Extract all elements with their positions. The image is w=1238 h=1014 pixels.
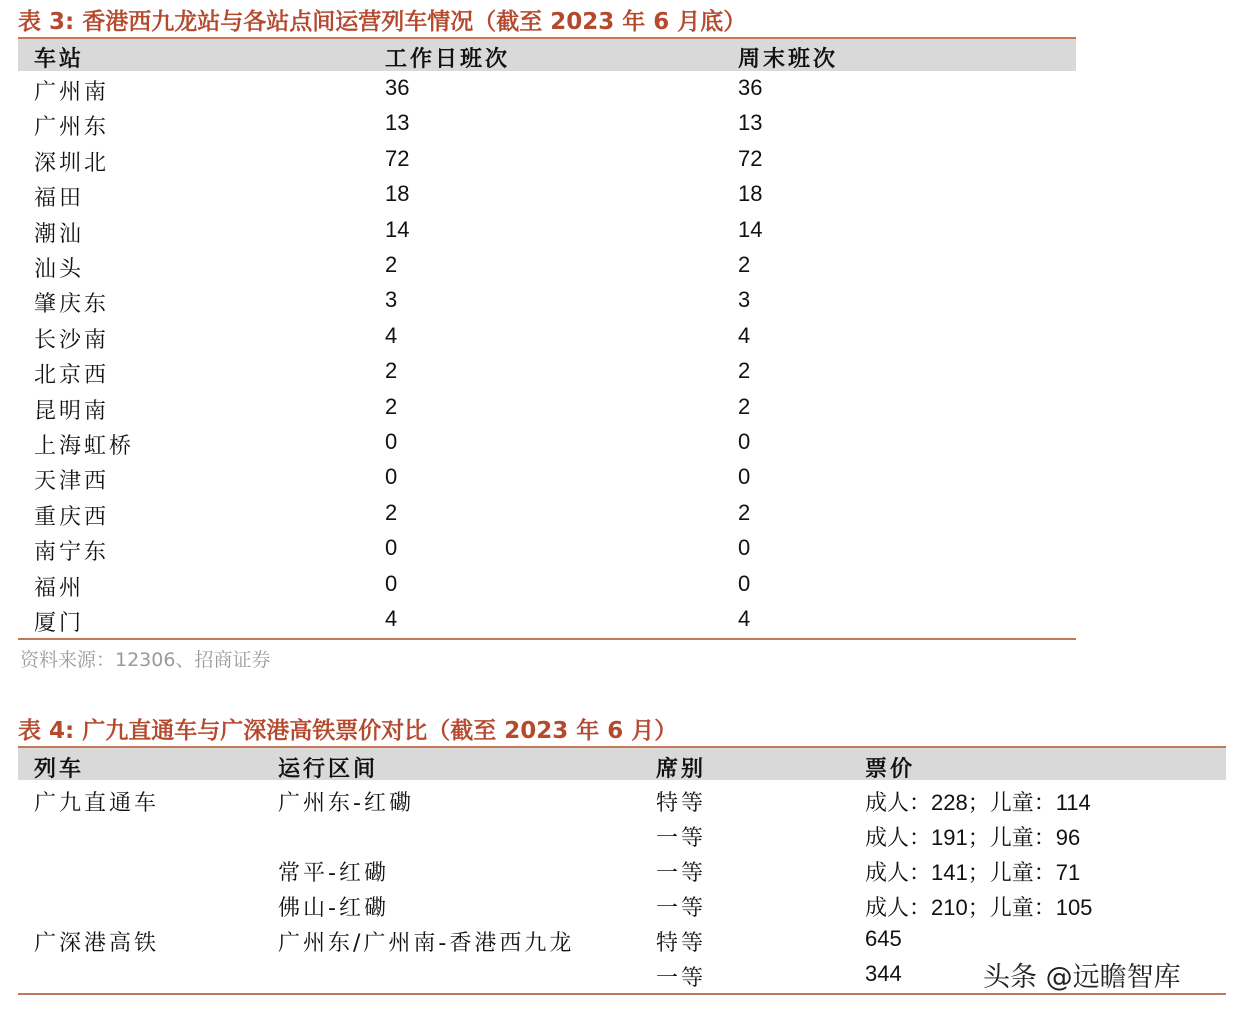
table3-cell-station: 广州东	[34, 115, 110, 141]
table3-header-station: 车站	[34, 47, 85, 72]
table3-bottom-rule	[18, 638, 1076, 640]
table3-cell-weekend: 0	[738, 570, 751, 596]
table3-cell-station: 南宁东	[34, 540, 110, 566]
table3-cell-weekend: 0	[738, 535, 751, 561]
table3-cell-weekend: 2	[738, 499, 751, 525]
table3-cell-station: 天津西	[34, 469, 110, 495]
table3-header-weekday: 工作日班次	[385, 47, 511, 72]
table3-cell-weekday: 18	[385, 181, 410, 207]
table3-cell-weekday: 0	[385, 570, 398, 596]
table3-cell-weekend: 36	[738, 75, 763, 100]
table3-cell-weekend: 2	[738, 358, 751, 384]
table3-cell-weekend: 2	[738, 252, 751, 277]
table4-header-class: 席别	[656, 757, 707, 782]
table3-cell-station: 上海虹桥	[34, 434, 135, 459]
table3-cell-station: 昆明南	[34, 398, 110, 424]
table4-cell-train: 广深港高铁	[34, 931, 160, 956]
table3-cell-weekend: 0	[738, 464, 751, 490]
table3-title: 表 3: 香港西九龙站与各站点间运营列车情况（截至 2023 年 6 月底）	[18, 9, 747, 35]
table4-cell-route: 广州东-红磡	[278, 791, 414, 816]
table3-cell-weekday: 72	[385, 145, 410, 171]
table3-header-row	[18, 39, 1076, 71]
table3-cell-station: 北京西	[34, 363, 110, 389]
table3-cell-weekday: 2	[385, 252, 398, 277]
table3-cell-weekday: 3	[385, 287, 398, 313]
watermark: 头条 @远瞻智库	[983, 962, 1181, 993]
table4-header-route: 运行区间	[278, 757, 379, 782]
table4-cell-class: 特等	[656, 791, 707, 816]
table3-cell-station: 福田	[34, 186, 85, 212]
table4-cell-class: 特等	[656, 931, 707, 956]
table3-cell-station: 广州南	[34, 80, 110, 105]
table3-cell-weekend: 13	[738, 110, 763, 136]
table3-cell-station: 肇庆东	[34, 292, 110, 318]
table3-cell-station: 深圳北	[34, 150, 110, 176]
table3-cell-weekday: 36	[385, 75, 410, 100]
table4-cell-class: 一等	[656, 966, 707, 991]
table3-cell-weekday: 2	[385, 393, 398, 419]
table4-cell-class: 一等	[656, 861, 707, 886]
table4-title: 表 4: 广九直通车与广深港高铁票价对比（截至 2023 年 6 月）	[18, 718, 678, 744]
table3-cell-weekday: 2	[385, 499, 398, 525]
table3-cell-weekday: 0	[385, 535, 398, 561]
table3-cell-weekend: 72	[738, 145, 763, 171]
table3-cell-weekend: 14	[738, 216, 763, 242]
table3-header-weekend: 周末班次	[738, 47, 839, 72]
table3-cell-weekday: 4	[385, 322, 398, 348]
table4-cell-price: 成人：141；儿童：71	[865, 860, 1081, 885]
table4-header-price: 票价	[865, 757, 916, 782]
table3-cell-station: 福州	[34, 575, 85, 601]
table4-cell-route: 广州东/广州南-香港西九龙	[278, 931, 575, 956]
table3-cell-weekend: 0	[738, 429, 751, 454]
table3-cell-weekend: 2	[738, 393, 751, 419]
table3-cell-weekday: 13	[385, 110, 410, 136]
table3-cell-weekday: 2	[385, 358, 398, 384]
table3-cell-weekend: 18	[738, 181, 763, 207]
table4-cell-price: 成人：191；儿童：96	[865, 825, 1081, 850]
table4-cell-route: 常平-红磡	[278, 861, 389, 886]
table3-cell-weekend: 4	[738, 322, 751, 348]
table4-cell-price: 成人：210；儿童：105	[865, 895, 1093, 920]
table3-cell-weekday: 0	[385, 429, 398, 454]
table3-cell-station: 重庆西	[34, 504, 110, 530]
table4-header-train: 列车	[34, 757, 85, 782]
table3-source: 资料来源：12306、招商证券	[20, 649, 271, 671]
table3-cell-weekend: 4	[738, 606, 751, 631]
table3-cell-station: 厦门	[34, 611, 85, 636]
table3-cell-weekday: 4	[385, 606, 398, 631]
table4-cell-route: 佛山-红磡	[278, 896, 389, 921]
table4-cell-price: 344	[865, 961, 902, 986]
table3-cell-weekend: 3	[738, 287, 751, 313]
table3-cell-station: 潮汕	[34, 221, 85, 247]
table4-cell-price: 成人：228；儿童：114	[865, 790, 1091, 815]
table4-header-row	[18, 748, 1226, 780]
table3-cell-station: 汕头	[34, 257, 85, 282]
table4-cell-price: 645	[865, 926, 902, 951]
table3-cell-weekday: 14	[385, 216, 410, 242]
table4-cell-class: 一等	[656, 826, 707, 851]
table3-cell-station: 长沙南	[34, 327, 110, 353]
table3-cell-weekday: 0	[385, 464, 398, 490]
table4-cell-class: 一等	[656, 896, 707, 921]
table4-cell-train: 广九直通车	[34, 791, 160, 816]
